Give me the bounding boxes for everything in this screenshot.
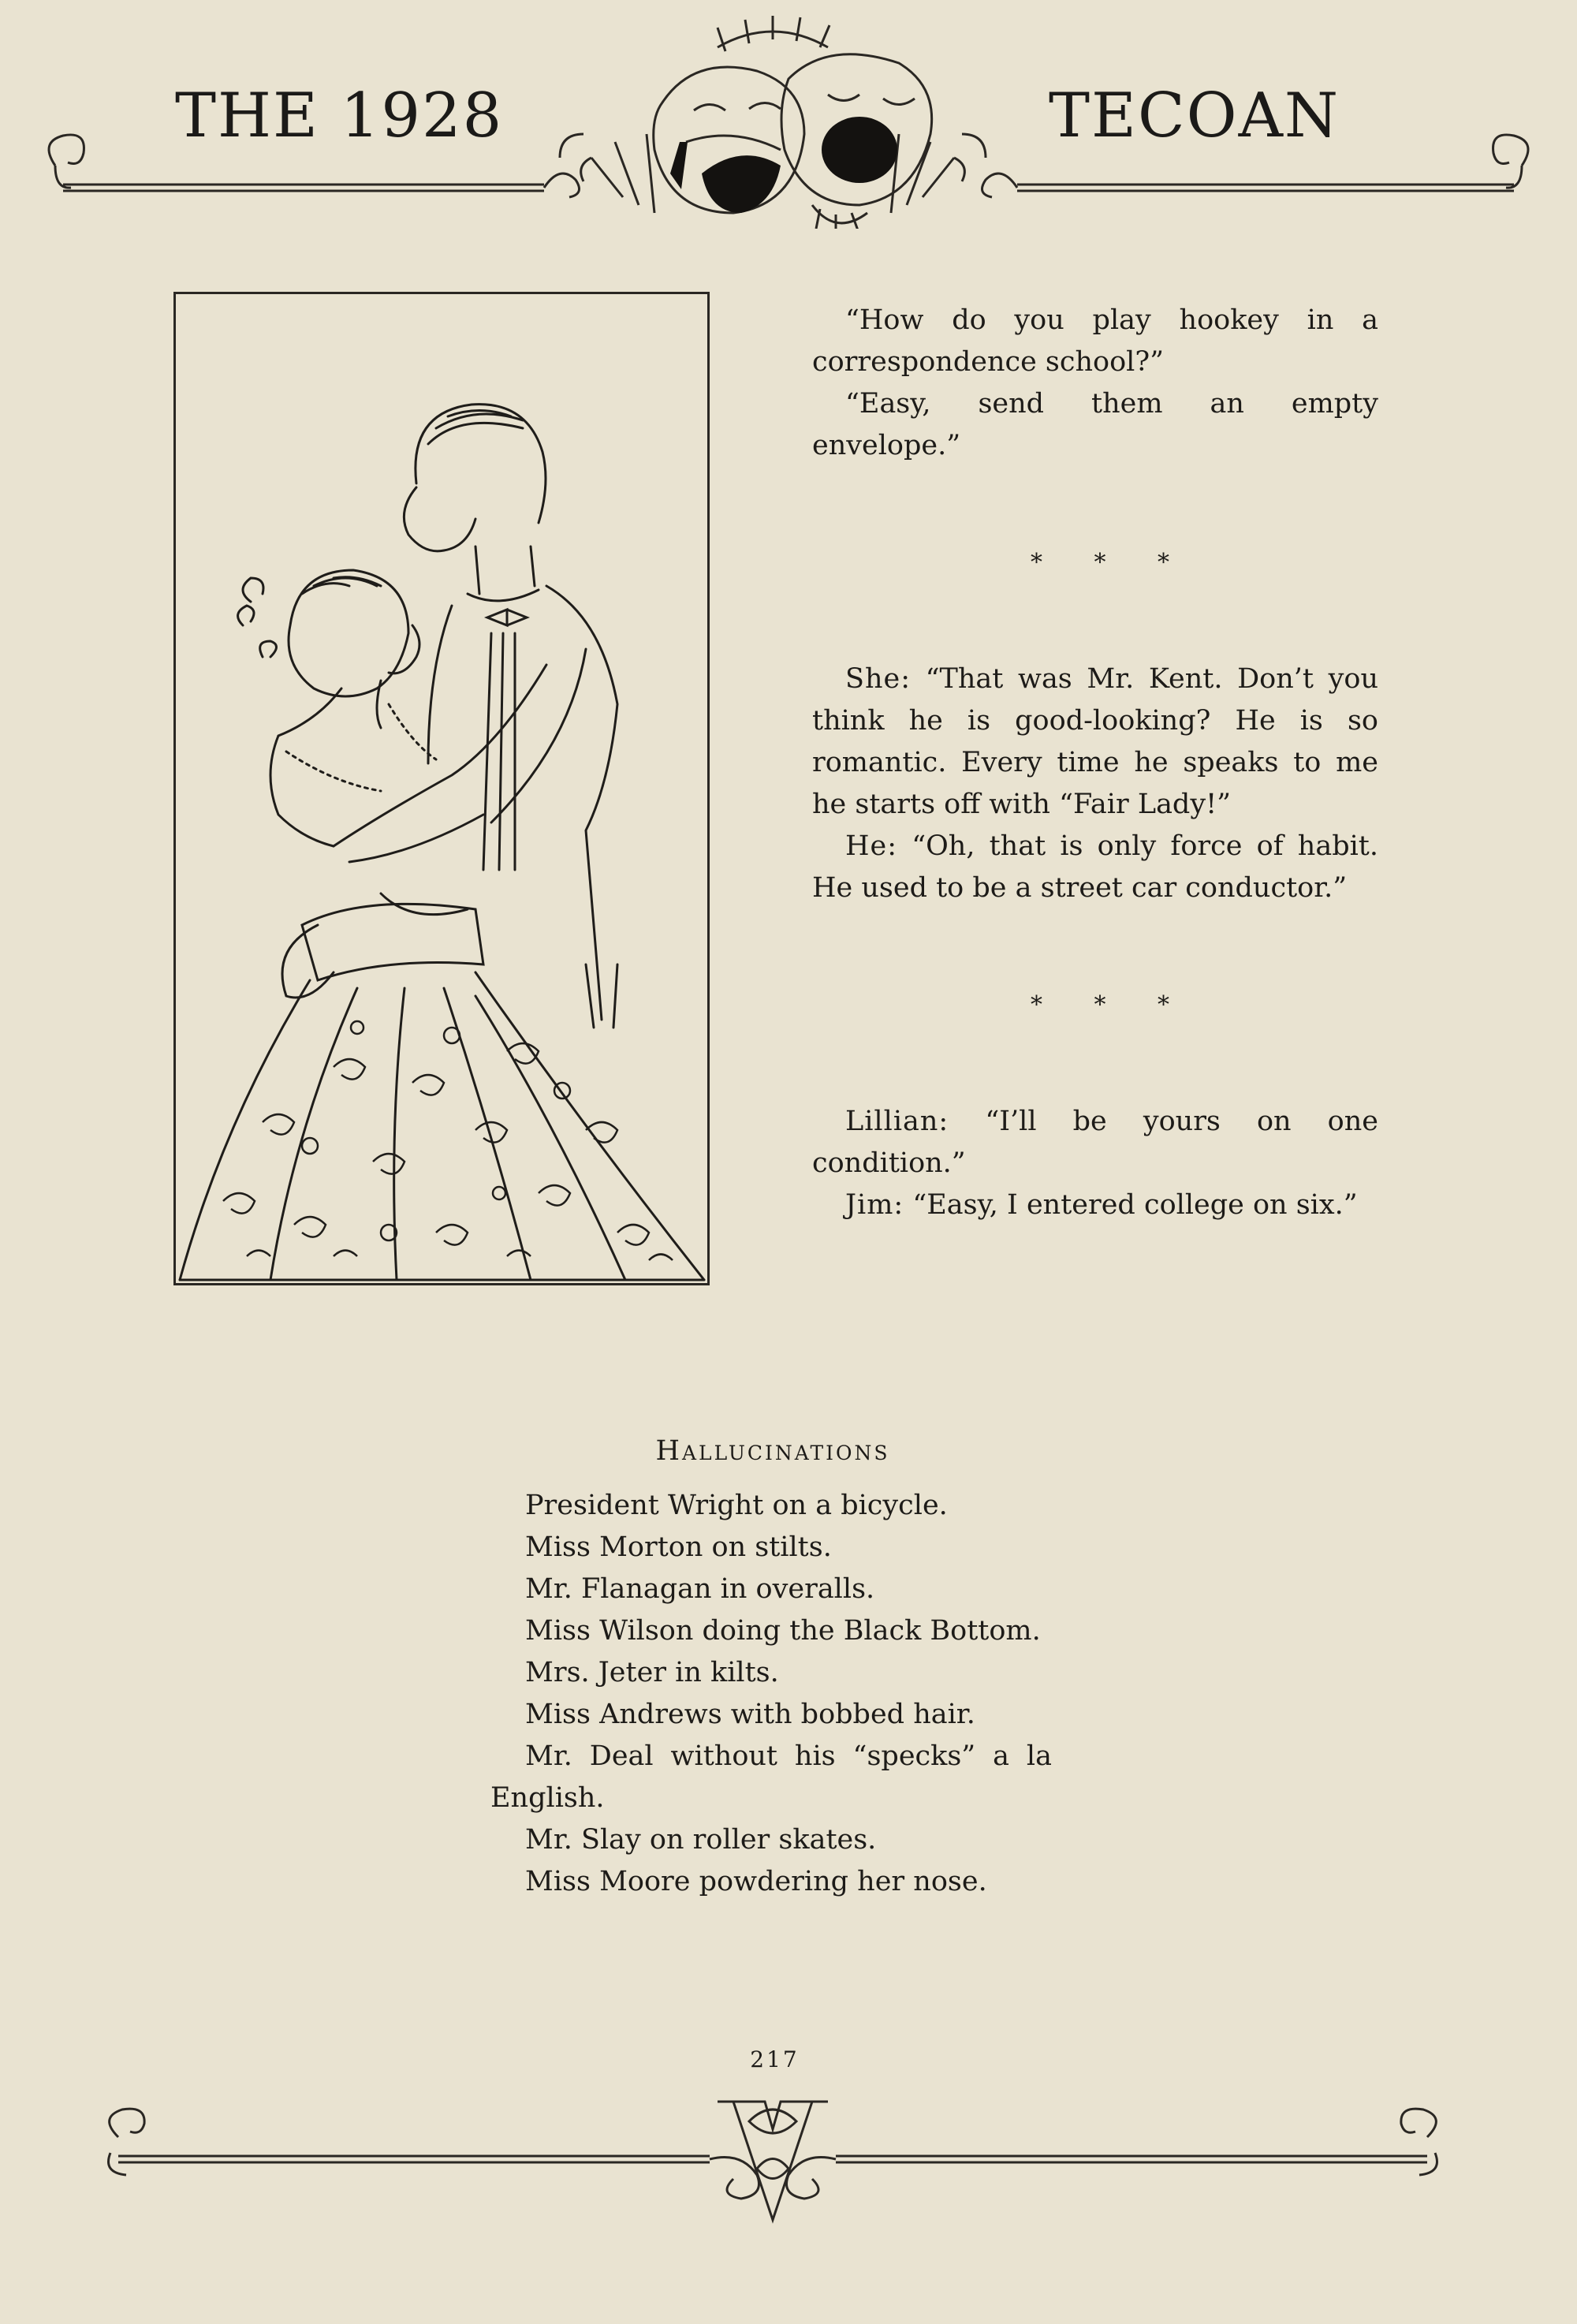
footer-ornament: [95, 2082, 1451, 2240]
joke2-he: [812, 826, 1378, 909]
joke2-he-label: He:: [845, 830, 898, 862]
list-item: President Wright on a bicycle.: [525, 1490, 948, 1521]
page-number: 217: [750, 2046, 800, 2072]
hallucinations-list: [490, 1485, 1052, 1903]
joke2-she: [812, 658, 1378, 826]
header-ornament: [39, 16, 1538, 229]
list-item: Mr. Slay on roller skates.: [525, 1824, 877, 1856]
list-item: Mr. Deal without his “specks” a la English.: [490, 1740, 1052, 1814]
list-item: Mrs. Jeter in kilts.: [525, 1657, 779, 1688]
list-item: Miss Moore powdering her nose.: [525, 1866, 987, 1897]
joke3-lillian: [812, 1101, 1378, 1184]
joke3-jim-label: Jim:: [845, 1189, 904, 1221]
separator-stars: * * *: [1030, 549, 1192, 576]
joke1-question: “How do you play hookey in a correspondence school?”: [812, 304, 1378, 378]
list-item: Miss Morton on stilts.: [525, 1531, 832, 1563]
hallucinations-title: Hallucinations: [655, 1435, 890, 1467]
list-item: Mr. Flanagan in overalls.: [525, 1573, 875, 1605]
joke3-lillian-label: Lillian:: [845, 1106, 949, 1137]
illustration-frame: [173, 292, 710, 1285]
joke2-she-label: She:: [845, 663, 912, 695]
header-left-title: THE 1928: [175, 80, 504, 151]
joke3-jim: [812, 1184, 1378, 1226]
joke3-lillian-text: “I’ll be yours on one condition.”: [812, 1106, 1378, 1179]
list-item: Miss Andrews with bobbed hair.: [525, 1699, 975, 1730]
joke1-answer: “Easy, send them an empty envelope.”: [812, 388, 1378, 461]
joke3-jim-text: “Easy, I entered college on six.”: [912, 1189, 1358, 1221]
header-right-title: TECOAN: [1049, 80, 1340, 151]
list-item: Miss Wilson doing the Black Bottom.: [525, 1615, 1041, 1647]
joke2-she-text: “That was Mr. Kent. Don’t you think he is good-looking? He is so romantic. Every time he speaks to me he starts off with “Fair Lady!”: [812, 663, 1378, 820]
joke2-he-text: “Oh, that is only force of habit. He used to be a street car conductor.”: [812, 830, 1378, 904]
separator-stars: * * *: [1030, 991, 1192, 1019]
couple-illustration: [176, 294, 707, 1283]
jokes-column: [812, 300, 1378, 1226]
